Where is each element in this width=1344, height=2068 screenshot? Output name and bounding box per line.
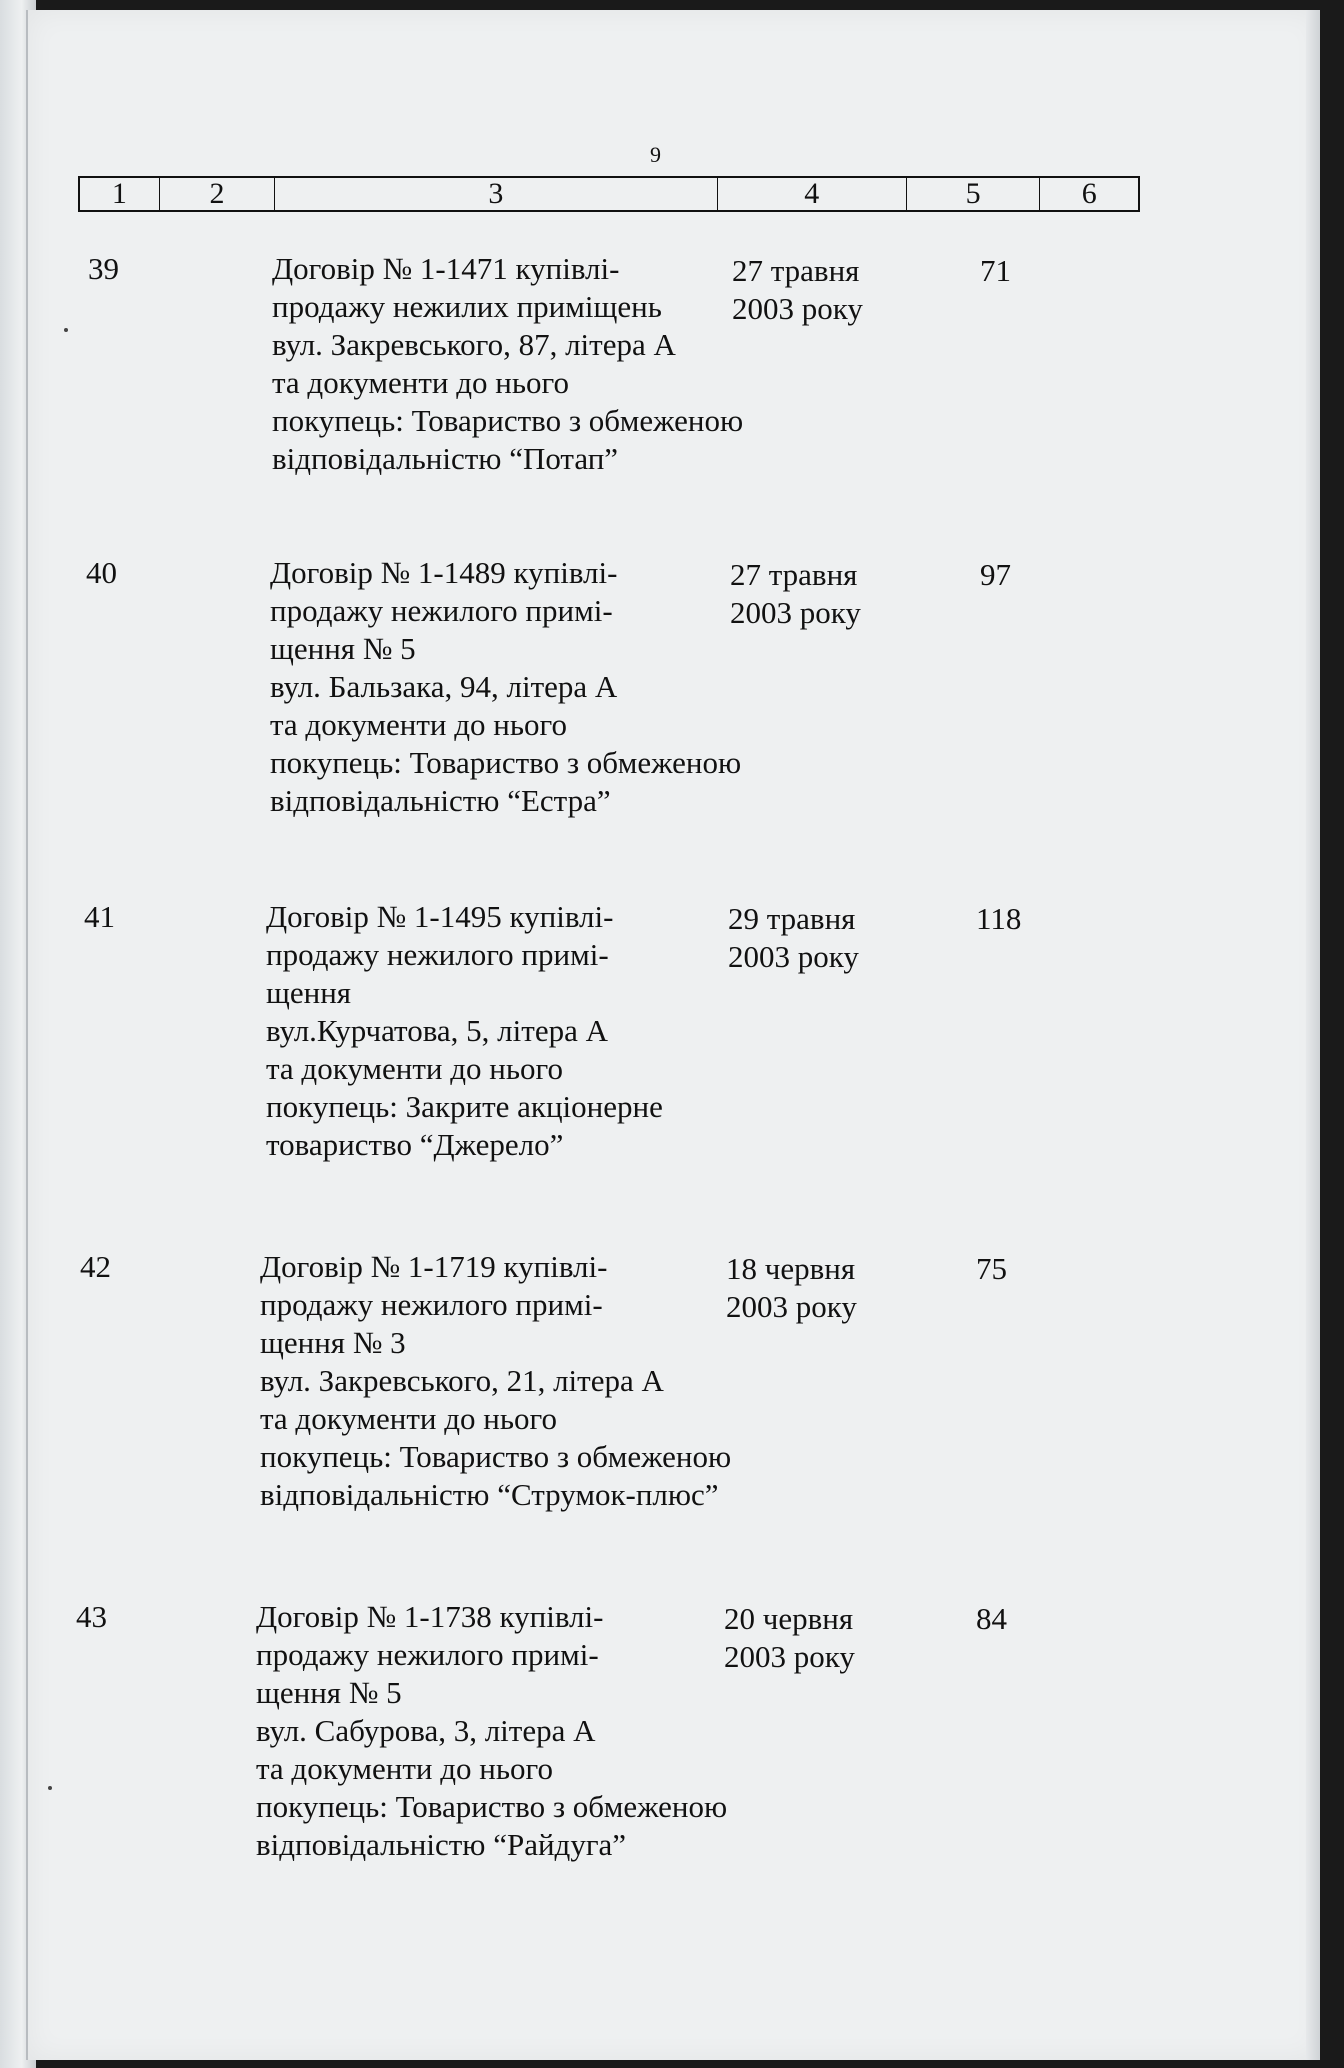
description-line: Договір № 1-1495 купівлі- xyxy=(266,899,614,934)
description-line: покупець: Товариство з обмеженою xyxy=(256,1789,728,1824)
entry-number: 40 xyxy=(86,555,117,590)
entry-date xyxy=(730,556,861,632)
entry-page-count: 84 xyxy=(976,1601,1007,1636)
date-day-month: 27 травня xyxy=(730,557,858,592)
description-line: продажу нежилого примі- xyxy=(260,1287,603,1322)
column-header-2: 2 xyxy=(160,178,276,210)
description-line: відповідальністю “Струмок-плюс” xyxy=(260,1477,719,1512)
description-line: покупець: Закрите акціонерне xyxy=(266,1089,663,1124)
description-line: та документи до нього xyxy=(272,365,569,400)
date-year: 2003 року xyxy=(730,595,861,630)
entry-number: 39 xyxy=(88,251,119,286)
entry-page-count: 75 xyxy=(976,1251,1007,1286)
description-line: щення № 5 xyxy=(270,631,416,666)
description-line: товариство “Джерело” xyxy=(266,1127,564,1162)
column-header-3: 3 xyxy=(275,178,717,210)
page-number: 9 xyxy=(650,142,661,167)
description-line: та документи до нього xyxy=(266,1051,563,1086)
column-header-6: 6 xyxy=(1081,177,1097,210)
date-year: 2003 року xyxy=(728,939,859,974)
description-line: продажу нежилого примі- xyxy=(270,593,613,628)
document-page xyxy=(26,10,1320,2060)
paper-speck xyxy=(48,1786,52,1790)
entry-description xyxy=(270,554,741,820)
description-line: вул. Сабурова, 3, літера А xyxy=(256,1713,596,1748)
description-line: Договір № 1-1719 купівлі- xyxy=(260,1249,608,1284)
description-line: щення xyxy=(266,975,352,1010)
entry-page-count: 71 xyxy=(980,253,1011,288)
description-line: продажу нежилого примі- xyxy=(256,1637,599,1672)
date-year: 2003 року xyxy=(726,1289,857,1324)
entry-description xyxy=(266,898,663,1164)
description-line: щення № 3 xyxy=(260,1325,406,1360)
description-line: та документи до нього xyxy=(270,707,567,742)
description-line: відповідальністю “Естра” xyxy=(270,783,611,818)
entry-number: 42 xyxy=(80,1249,111,1284)
description-line: покупець: Товариство з обмеженою xyxy=(272,403,744,438)
description-line: Договір № 1-1489 купівлі- xyxy=(270,555,618,590)
description-line: продажу нежилих приміщень xyxy=(272,289,662,324)
entry-description xyxy=(260,1248,731,1514)
description-line: щення № 5 xyxy=(256,1675,402,1710)
entry-date xyxy=(726,1250,857,1326)
description-line: вул. Закревського, 21, літера А xyxy=(260,1363,664,1398)
description-line: відповідальністю “Райдуга” xyxy=(256,1827,627,1862)
page-right-edge xyxy=(1306,10,1320,2060)
description-line: вул. Закревського, 87, літера А xyxy=(272,327,676,362)
entry-date xyxy=(732,252,863,328)
description-line: покупець: Товариство з обмеженою xyxy=(260,1439,732,1474)
description-line: та документи до нього xyxy=(256,1751,553,1786)
date-day-month: 18 червня xyxy=(726,1251,856,1286)
entry-description xyxy=(272,250,743,478)
entry-page-count: 118 xyxy=(976,901,1022,936)
date-year: 2003 року xyxy=(732,291,863,326)
description-line: вул. Бальзака, 94, літера А xyxy=(270,669,618,704)
description-line: Договір № 1-1471 купівлі- xyxy=(272,251,620,286)
paper-speck xyxy=(64,328,68,332)
date-day-month: 29 травня xyxy=(728,901,856,936)
date-day-month: 20 червня xyxy=(724,1601,854,1636)
description-line: відповідальністю “Потап” xyxy=(272,441,619,476)
description-line: Договір № 1-1738 купівлі- xyxy=(256,1599,604,1634)
date-year: 2003 року xyxy=(724,1639,855,1674)
column-header-1: 1 xyxy=(80,178,160,210)
column-header-5: 5 xyxy=(907,178,1041,210)
description-line: вул.Курчатова, 5, літера А xyxy=(266,1013,608,1048)
entry-description xyxy=(256,1598,727,1864)
entry-number: 43 xyxy=(76,1599,107,1634)
description-line: покупець: Товариство з обмеженою xyxy=(270,745,742,780)
date-day-month: 27 травня xyxy=(732,253,860,288)
description-line: та документи до нього xyxy=(260,1401,557,1436)
entry-date xyxy=(724,1600,855,1676)
description-line: продажу нежилого примі- xyxy=(266,937,609,972)
column-header-4: 4 xyxy=(718,178,907,210)
entry-number: 41 xyxy=(84,899,115,934)
entry-page-count: 97 xyxy=(980,557,1011,592)
entry-date xyxy=(728,900,859,976)
column-header-table xyxy=(78,176,1140,212)
